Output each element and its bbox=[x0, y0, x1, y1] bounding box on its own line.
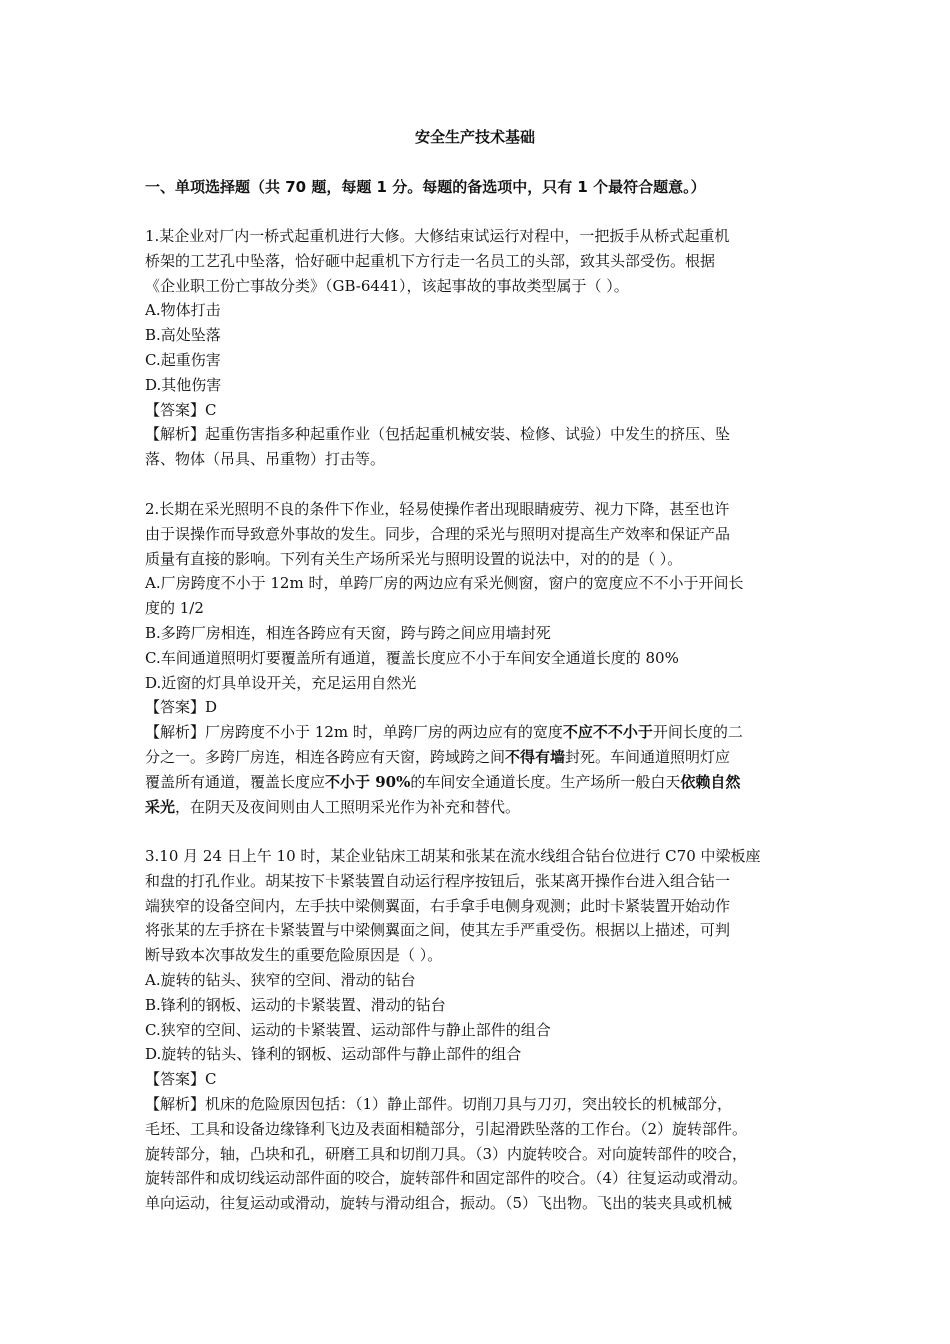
analysis-emphasis: 不小于 90% bbox=[325, 772, 411, 791]
analysis-line: 【解析】起重伤害指多种起重作业（包括起重机械安装、检修、试验）中发生的挤压、坠 bbox=[145, 425, 731, 444]
question-stem-line: 端狭窄的设备空间内，左手扶中梁侧翼面，右手拿手电侧身观测；此时卡紧装置开始动作 bbox=[145, 896, 731, 915]
option-a: A.物体打击 bbox=[145, 301, 221, 320]
question-stem-line: 和盘的打孔作业。胡某按下卡紧装置自动运行程序按钮后，张某离开操作台进入组合钻一 bbox=[145, 871, 731, 890]
option-a: A.厂房跨度不小于 12m 时，单跨厂房的两边应有采光侧窗，窗户的宽度应不不小于开间长 bbox=[145, 574, 744, 593]
analysis-emphasis: 不应不不小于 bbox=[562, 723, 653, 742]
question-stem-line: 桥架的工艺孔中坠落，恰好砸中起重机下方行走一名员工的头部，致其头部受伤。根据 bbox=[145, 251, 716, 270]
analysis-emphasis: 依赖自然 bbox=[680, 772, 741, 791]
question-1 bbox=[145, 224, 820, 472]
analysis-text: 分之一。多跨厂房连，相连各跨应有天窗，跨域跨之间 bbox=[145, 747, 506, 766]
option-a-continued: 度的 1/2 bbox=[145, 599, 204, 618]
question-stem-line: 断导致本次事故发生的重要危险原因是（ ）。 bbox=[145, 946, 443, 965]
analysis-line: 单向运动，往复运动或滑动，旋转与滑动组合，振动。（5）飞出物。飞出的装夹具或机械 bbox=[145, 1194, 733, 1213]
analysis-line: 【解析】机床的危险原因包括：（1）静止部件。切削刀具与刀刃，突出较长的机械部分， bbox=[145, 1094, 733, 1113]
analysis-line: 旋转部件和成切线运动部件面的咬合，旋转部件和固定部件的咬合。（4）往复运动或滑动。 bbox=[145, 1169, 748, 1188]
analysis-line: 落、物体（吊具、吊重物）打击等。 bbox=[145, 450, 386, 469]
option-d: D.近窗的灯具单设开关，充足运用自然光 bbox=[145, 673, 417, 692]
analysis-text: 的车间安全通道长度。生产场所一般白天 bbox=[410, 772, 681, 791]
option-c: C.狭窄的空间、运动的卡紧装置、运动部件与静止部件的组合 bbox=[145, 1020, 551, 1039]
document-title: 安全生产技术基础 bbox=[414, 128, 535, 146]
question-stem-line: 将张某的左手挤在卡紧装置与中梁侧翼面之间，使其左手严重受伤。根据以上描述，可判 bbox=[145, 921, 731, 940]
option-b: B.锋利的钢板、运动的卡紧装置、滑动的钻台 bbox=[145, 995, 446, 1014]
section-heading: 一、单项选择题（共 70 题，每题 1 分。每题的备选项中，只有 1 个最符合题意。） bbox=[145, 178, 706, 196]
question-2 bbox=[145, 497, 820, 819]
question-stem-line: 3.10 月 24 日上午 10 时，某企业钻床工胡某和张某在流水线组合钻台位进行 C70 中梁板座 bbox=[145, 847, 761, 865]
question-stem-line: 1.某企业对厂内一桥式起重机进行大修。大修结束试运行对程中，一把扳手从桥式起重机 bbox=[145, 227, 730, 245]
analysis-emphasis: 不得有墙 bbox=[505, 747, 566, 766]
question-stem-line: 质量有直接的影响。下列有关生产场所采光与照明设置的说法中，对的的是（ ）。 bbox=[145, 549, 683, 568]
analysis-line bbox=[145, 745, 820, 770]
question-stem-line: 2.长期在采光照明不良的条件下作业，轻易使操作者出现眼睛疲劳、视力下降，甚至也许 bbox=[145, 500, 730, 518]
analysis-text: 开间长度的二 bbox=[652, 723, 743, 742]
analysis-line bbox=[145, 795, 820, 820]
analysis-text: ，在阴天及夜间则由人工照明采光作为补充和替代。 bbox=[175, 797, 521, 816]
analysis-line bbox=[145, 720, 820, 745]
answer-line: 【答案】C bbox=[145, 400, 217, 419]
analysis-emphasis: 采光 bbox=[145, 797, 176, 816]
option-b: B.高处坠落 bbox=[145, 326, 221, 345]
analysis-text: 【解析】厂房跨度不小于 12m 时，单跨厂房的两边应有的宽度 bbox=[145, 723, 563, 742]
analysis-text: 封死。车间通道照明灯应 bbox=[565, 747, 731, 766]
option-c: C.起重伤害 bbox=[145, 350, 221, 369]
analysis-line: 毛坯、工具和设备边缘锋利飞边及表面相糙部分，引起滑跌坠落的工作台。（2）旋转部件。 bbox=[145, 1119, 748, 1138]
answer-line: 【答案】C bbox=[145, 1070, 217, 1089]
option-b: B.多跨厂房相连，相连各跨应有天窗，跨与跨之间应用墙封死 bbox=[145, 623, 551, 642]
analysis-text: 覆盖所有通道，覆盖长度应 bbox=[145, 772, 326, 791]
option-d: D.旋转的钻头、锋利的钢板、运动部件与静止部件的组合 bbox=[145, 1045, 522, 1064]
analysis-line bbox=[145, 770, 820, 795]
answer-line: 【答案】D bbox=[145, 698, 218, 717]
option-d: D.其他伤害 bbox=[145, 375, 222, 394]
question-stem-line: 由于误操作而导致意外事故的发生。同步，合理的采光与照明对提高生产效率和保证产品 bbox=[145, 524, 731, 543]
option-a: A.旋转的钻头、狭窄的空间、滑动的钻台 bbox=[145, 970, 416, 989]
question-stem-line: 《企业职工份亡事故分类》（GB-6441），该起事故的事故类型属于（ ）。 bbox=[145, 276, 629, 295]
option-c: C.车间通道照明灯要覆盖所有通道，覆盖长度应不小于车间安全通道长度的 80% bbox=[145, 648, 679, 667]
question-3 bbox=[145, 844, 820, 1216]
analysis-line: 旋转部分，轴，凸块和孔，研磨工具和切削刀具。（3）内旋转咬合。对向旋转部件的咬合， bbox=[145, 1144, 748, 1163]
